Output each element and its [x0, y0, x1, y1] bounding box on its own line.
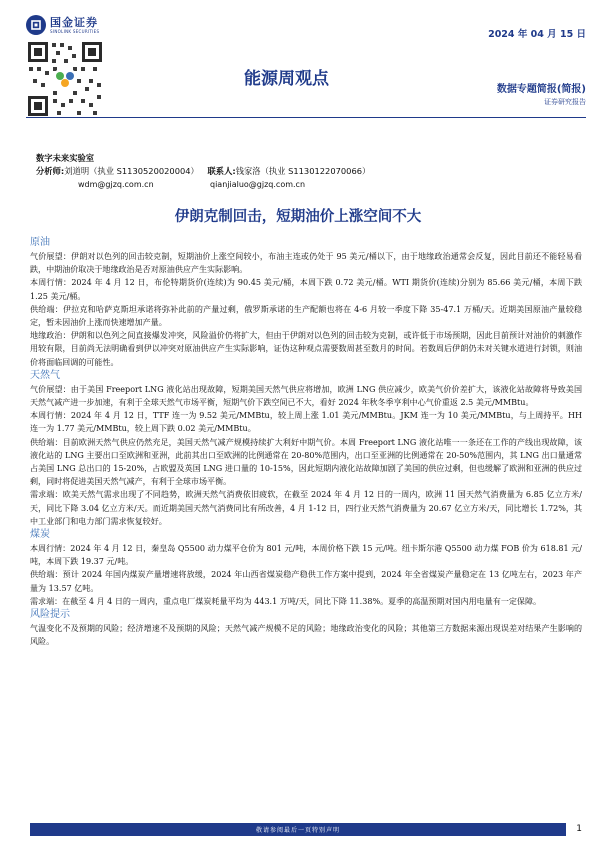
section-heading-coal: 煤炭 — [30, 529, 50, 541]
paragraph: 地缘政治：伊朗和以色列之间直接爆发冲突，风险溢价仍将扩大，但由于伊朗对以色列的回击较为克制，或许低于市场预期，因此目前预计对油价的刺激作用较有限，目前尚无法明确看到伊以冲突对原油供应产生实际影响，证伪这种观点需要数周甚至数月的时间。若数周后伊朗仍未对关键水道进行封锁，则油价将面临回调的可能性。 — [30, 331, 582, 367]
footer-disclaimer: 敬请参阅最后一页特别声明 — [255, 827, 340, 834]
contact-name: 钱家洛（执业 S1130122070066） — [235, 166, 371, 176]
paragraph: 本周行情：2024 年 4 月 12 日，布伦特期货价(连续)为 90.45 美元/桶，本周下跌 0.72 美元/桶。WTI 期货价(连续)分别为 85.66 美元/桶，本周下跌 1.25 美元/桶。 — [30, 278, 582, 301]
paragraph: 需求端：欧美天然气需求出现了不同趋势，欧洲天然气消费依旧疲软，在截至 2024 年 4 月 12 日的一周内，欧洲 11 国天然气消费量为 6.85 亿立方米/天，同比下降 3.04 亿立方米/天。而近期美国天然气消费同比有所改善，4 月 1-12 日，四行业天然气消费量为 20.67 亿立方米/天，同比增长 1.72%，其中工业部门和电力部门需求恢复较好。 — [30, 490, 582, 526]
section-heading-risk: 风险提示 — [30, 609, 70, 621]
company-logo — [26, 12, 130, 38]
section-heading-crude-oil: 原油 — [30, 237, 50, 248]
report-type: 数据专题简报(简报) — [496, 84, 586, 95]
paragraph: 气价展望：由于美国 Freeport LNG 液化站出现故障，短期美国天然气供应将增加，欧洲 LNG 供应减少，欧美气价价差扩大，该液化站故障将导致美国天然气减产进一步加速，有利于全球天然气市场平衡，短期气价下跌空间已不大，看好 2024 年秋冬季亨利中心气价重返 2.5 美元/MMBtu。 — [30, 384, 582, 408]
paragraph: 供给端：预计 2024 年国内煤炭产量增速将放缓，2024 年山西省煤炭稳产稳供工作方案中提到，2024 年全省煤炭产量稳定在 13 亿吨左右，2023 年产量为 13.57 亿吨。 — [30, 570, 582, 593]
paragraph: 气温变化不及预期的风险；经济增速不及预期的风险；天然气减产规模不足的风险；地缘政治变化的风险；其他第三方数据来源出现误差对结果产生影响的风险。 — [30, 624, 582, 647]
footer-bar — [30, 823, 566, 836]
logo-mark-icon — [26, 15, 46, 35]
paragraph: 本周行情：2024 年 4 月 12 日，秦皇岛 Q5500 动力煤平仓价为 801 元/吨，本周价格下跌 15 元/吨。纽卡斯尔港 Q5500 动力煤 FOB 价为 618.81 元/吨，本周下跌 19.37 元/吨。 — [30, 544, 582, 567]
paragraph: 供给端：伊拉克和哈萨克斯坦承诺将弥补此前的产量过剩，俄罗斯承诺的生产配额也将在 4-6 月较一季度下降 35-47.1 万桶/天。近期美国原油产量较稳定，暂未因油价上涨而快速增加产量。 — [30, 304, 582, 328]
logo-english-name: SINOLINK SECURITIES — [50, 28, 100, 34]
report-body — [30, 236, 582, 648]
paragraph: 气价展望：伊朗对以色列的回击较克制，短期油价上涨空间较小，布油主连或仍处于 95 美元/桶以下，由于地缘政治通常会反复，因此目前还不能轻易看跌，中期油价取决于地缘政治是否对原油供应产生实际影响。 — [30, 252, 582, 275]
logo-chinese-name: 国金证券 — [50, 15, 98, 29]
paragraph: 本周行情：2024 年 4 月 12 日，TTF 连一为 9.52 美元/MMBtu，较上周上涨 1.01 美元/MMBtu。JKM 连一为 10 美元/MMBtu，与上周持平。HH 连一为 1.77 美元/MMBtu，较上周下跌 0.02 美元/MMBtu。 — [30, 411, 582, 434]
analyst-email[interactable]: wdm@gjzq.com.cn — [78, 180, 154, 189]
lab-name: 数字未来实验室 — [36, 153, 95, 163]
analyst-name: 刘道明（执业 S1130520020004） — [64, 166, 199, 176]
page-number: 1 — [576, 824, 582, 834]
paragraph: 需求端：在截至 4 月 4 日的一周内，重点电厂煤炭耗量平均为 443.1 万吨/天，同比下降 11.38%。夏季的高温预期对国内用电量有一定保障。 — [30, 596, 542, 606]
report-category: 证券研究报告 — [544, 98, 586, 106]
header-divider — [26, 117, 586, 118]
author-block — [36, 152, 370, 191]
report-date: 2024 年 04 月 15 日 — [488, 29, 586, 40]
qr-code-icon — [26, 40, 104, 118]
analyst-label: 分析师: — [36, 166, 65, 176]
contact-label: 联系人: — [207, 166, 236, 176]
section-heading-natural-gas: 天然气 — [30, 369, 60, 381]
contact-email[interactable]: qianjialuo@gjzq.com.cn — [210, 180, 306, 189]
paragraph: 供给端：目前欧洲天然气供应仍然充足，美国天然气减产规模持续扩大利好中期气价。本周 Freeport LNG 液化站唯一一条还在工作的产线出现故障，该液化站的 LNG 主要出口至欧洲和亚洲，此前其出口至欧洲的比例通常在 20-80%范围内，出口至亚洲的比例通常在 20-50%范围内，其 LNG 出口量通常占美国 LNG 总出口的 15-20%，占欧盟及英国 LNG 进口量的 10-15%，因此短期内液化站故障加剧了美国的供应过剩，但也缓解了欧洲和亚洲的供应过剩，同时将促进美国天然气减产，有利于全球市场平衡。 — [30, 437, 582, 487]
article-title: 伊朗克制回击，短期油价上涨空间不大 — [174, 209, 422, 225]
report-series-title: 能源周观点 — [244, 69, 329, 89]
